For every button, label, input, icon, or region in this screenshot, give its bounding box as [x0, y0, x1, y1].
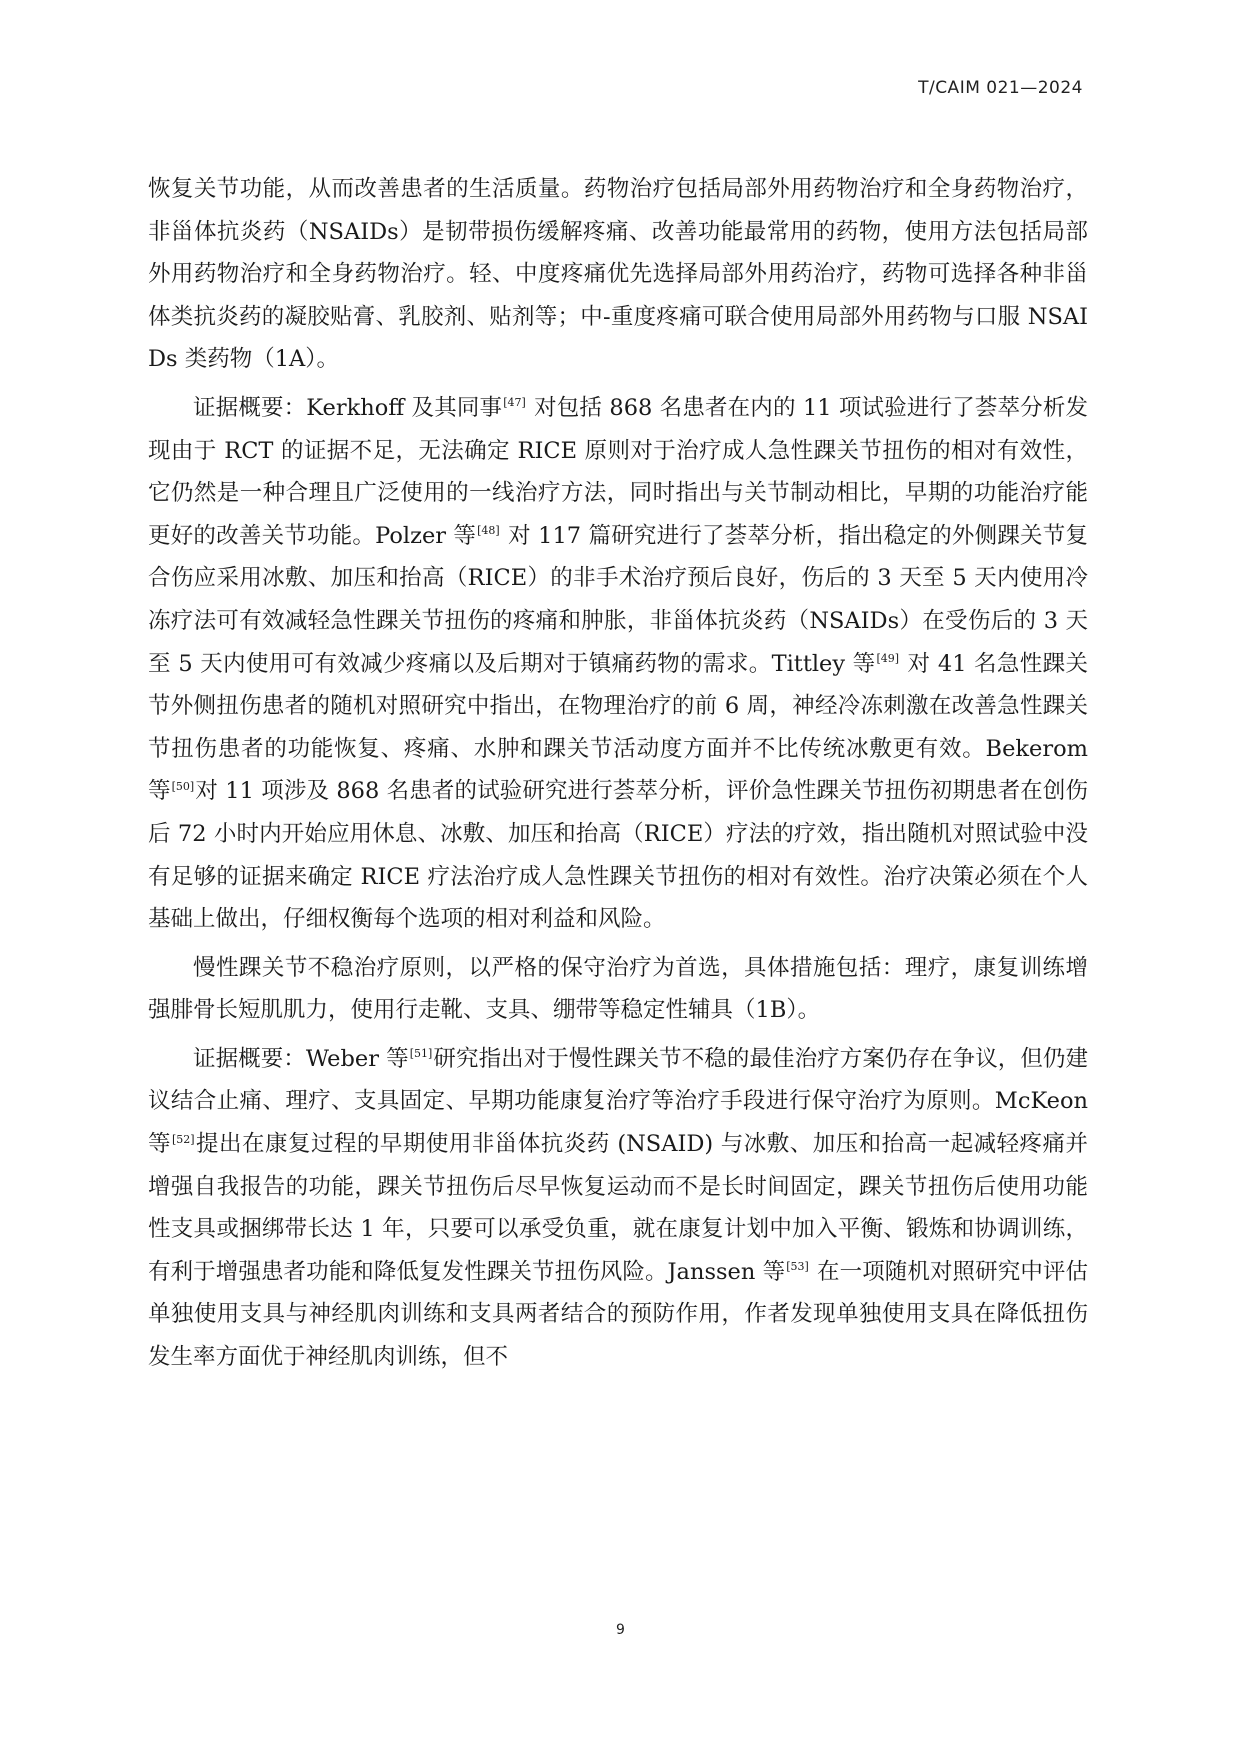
citation-ref: [53]: [786, 1260, 809, 1274]
text-segment: 研究指出对于慢性踝关节不稳的最佳治疗方案仍存在争议，但仍建议结合止痛、理疗、支具固定、早期功能康复治疗等治疗手段进行保守治疗为原则。McKeon 等: [148, 1045, 1088, 1158]
citation-ref: [51]: [409, 1047, 433, 1061]
paragraph: [148, 387, 1088, 941]
citation-ref: [52]: [171, 1132, 195, 1146]
document-code: T/CAIM 021—2024: [918, 78, 1083, 98]
paragraph: [148, 947, 1088, 1032]
text-segment: 对包括 868 名患者在内的 11 项试验进行了荟萃分析发现由于 RCT 的证据不足，无法确定 RICE 原则对于治疗成人急性踝关节扭伤的相对有效性，它仍然是一种合理且广泛使用的一线治疗方法，同时指出与关节制动相比，早期的功能治疗能更好的改善关节功能。Polzer 等: [148, 394, 1088, 549]
text-segment: 在一项随机对照研究中评估单独使用支具与神经肌肉训练和支具两者结合的预防作用，作者发现单独使用支具在降低扭伤发生率方面优于神经肌肉训练，但不: [148, 1258, 1088, 1371]
text-segment: 对 11 项涉及 868 名患者的试验研究进行荟萃分析，评价急性踝关节扭伤初期患者在创伤后 72 小时内开始应用休息、冰敷、加压和抬高（RICE）疗法的疗效，指出随机对照试验中没有足够的证据来确定 RICE 疗法治疗成人急性踝关节扭伤的相对有效性。治疗决策必须在个人基础上做出，仔细权衡每个选项的相对利益和风险。: [148, 778, 1088, 933]
citation-ref: [50]: [171, 779, 195, 793]
text-segment: 对 117 篇研究进行了荟萃分析，指出稳定的外侧踝关节复合伤应采用冰敷、加压和抬高（RICE）的非手术治疗预后良好，伤后的 3 天至 5 天内使用冷冻疗法可有效减轻急性踝关节扭伤的疼痛和肿胀，非甾体抗炎药（NSAIDs）在受伤后的 3 天至 5 天内使用可有效减少疼痛以及后期对于镇痛药物的需求。Tittley 等: [148, 522, 1088, 677]
paragraph: [148, 168, 1088, 381]
citation-ref: [47]: [503, 396, 526, 410]
text-segment: 证据概要：Kerkhoff 及其同事: [193, 394, 503, 421]
text-segment: 慢性踝关节不稳治疗原则，以严格的保守治疗为首选，具体措施包括：理疗，康复训练增强腓骨长短肌肌力，使用行走靴、支具、绷带等稳定性辅具（1B）。: [148, 954, 1088, 1024]
paragraph: [148, 1038, 1088, 1379]
page-number: 9: [616, 1622, 625, 1638]
text-segment: 恢复关节功能，从而改善患者的生活质量。药物治疗包括局部外用药物治疗和全身药物治疗，非甾体抗炎药（NSAIDs）是韧带损伤缓解疼痛、改善功能最常用的药物，使用方法包括局部外用药物治疗和全身药物治疗。轻、中度疼痛优先选择局部外用药治疗，药物可选择各种非甾体类抗炎药的凝胶贴膏、乳胶剂、贴剂等；中-重度疼痛可联合使用局部外用药物与口服 NSAIDs 类药物（1A）。: [148, 176, 1088, 373]
text-segment: 证据概要：Weber 等: [193, 1045, 409, 1072]
body-text: [148, 168, 1088, 1385]
citation-ref: [48]: [477, 524, 500, 538]
text-segment: 对 41 名急性踝关节外侧扭伤患者的随机对照研究中指出，在物理治疗的前 6 周，神经冷冻刺激在改善急性踝关节扭伤患者的功能恢复、疼痛、水肿和踝关节活动度方面并不比传统冰敷更有效。Bekerom 等: [148, 650, 1088, 805]
citation-ref: [49]: [876, 652, 900, 666]
text-segment: 提出在康复过程的早期使用非甾体抗炎药 (NSAID) 与冰敷、加压和抬高一起减轻疼痛并增强自我报告的功能，踝关节扭伤后尽早恢复运动而不是长时间固定，踝关节扭伤后使用功能性支具或捆绑带长达 1 年，只要可以承受负重，就在康复计划中加入平衡、锻炼和协调训练，有利于增强患者功能和降低复发性踝关节扭伤风险。Janssen 等: [148, 1131, 1088, 1285]
